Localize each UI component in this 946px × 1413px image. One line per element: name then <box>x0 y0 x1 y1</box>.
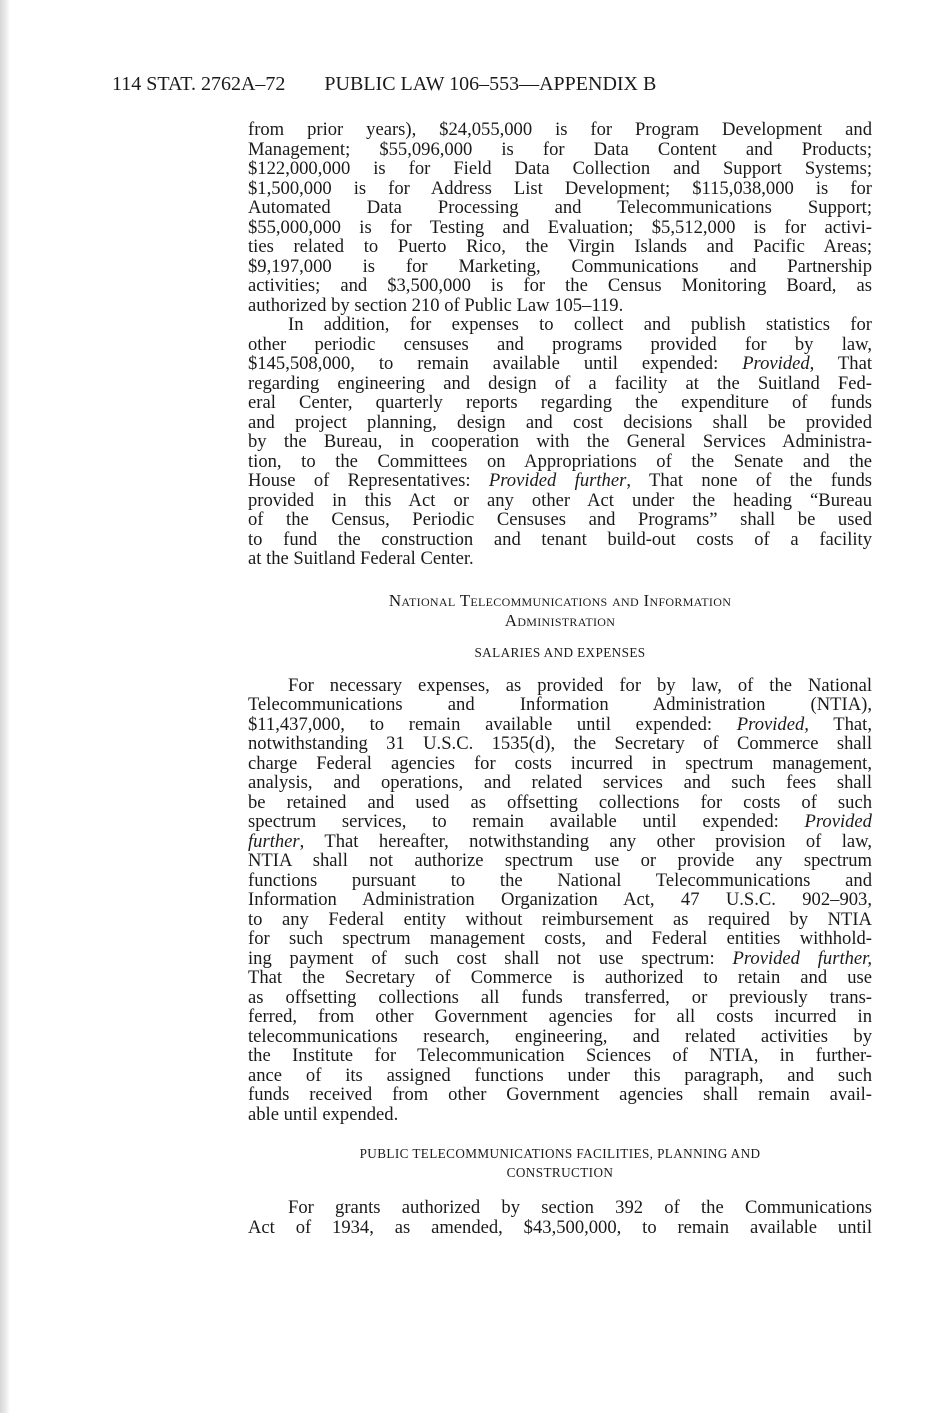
text-line: telecommunications research, engineering, and related activities by <box>248 1025 872 1047</box>
scan-edge-shadow <box>0 0 10 1413</box>
text-segment: , That hereafter, notwithstanding any other provision of law, <box>299 830 872 852</box>
text-segment: , That none of the funds <box>626 470 873 491</box>
text-line: $122,000,000 is for Field Data Collection and Support Systems; <box>248 158 872 179</box>
text-line: For necessary expenses, as provided for by law, of the National <box>288 674 872 696</box>
text-line <box>248 832 872 852</box>
text-line: ties related to Puerto Rico, the Virgin Islands and Pacific Areas; <box>248 236 872 257</box>
subheading-salaries-and-expenses: SALARIES AND EXPENSES <box>474 644 646 660</box>
text-line: Automated Data Processing and Telecommunications Support; <box>248 197 872 218</box>
page-header <box>112 72 872 96</box>
text-line: tion, to the Committees on Appropriations of the Senate and the <box>248 450 872 472</box>
text-line: by the Bureau, in cooperation with the General Services Administra- <box>248 431 872 452</box>
text-line: to fund the construction and tenant build-out costs of a facility <box>248 528 872 550</box>
italic-provided-further: Provided further <box>488 470 627 491</box>
text-line <box>248 471 872 491</box>
italic-provided: Provided, <box>736 713 809 735</box>
heading-line: National Telecommunications and Information <box>388 590 732 610</box>
text-line <box>248 812 872 832</box>
text-line: the Institute for Telecommunication Sciences of NTIA, in further- <box>248 1045 872 1066</box>
paragraph-ntia-salaries <box>248 676 872 1125</box>
text-line: In addition, for expenses to collect and publish statistics for <box>288 314 872 335</box>
subheading-public-telecommunications-facilities <box>248 1144 872 1182</box>
text-line <box>248 354 872 374</box>
italic-provided: Provided <box>804 811 872 832</box>
text-line: activities; and $3,500,000 is for the Census Monitoring Board, as <box>248 275 872 296</box>
text-line: from prior years), $24,055,000 is for Program Development and <box>248 119 872 140</box>
header-law-title: PUBLIC LAW 106–553—APPENDIX B <box>324 73 657 95</box>
text-line: Information Administration Organization Act, 47 U.S.C. 902–903, <box>248 889 872 910</box>
text-line: at the Suitland Federal Center. <box>248 548 474 569</box>
text-line: Management; $55,096,000 is for Data Content and Products; <box>248 138 872 160</box>
text-line: to any Federal entity without reimbursement as required by NTIA <box>248 908 872 930</box>
text-line: $9,197,000 is for Marketing, Communications and Partnership <box>248 255 872 277</box>
text-line: for such spectrum management costs, and Federal entities withhold- <box>248 928 872 949</box>
text-line: funds received from other Government agencies shall remain avail- <box>248 1084 872 1105</box>
text-segment: That, <box>808 713 873 735</box>
text-line <box>248 949 872 969</box>
text-line: Telecommunications and Information Administration (NTIA), <box>248 694 872 715</box>
text-segment: House of Representatives: <box>248 470 471 491</box>
text-segment: $11,437,000, to remain available until expended: <box>248 713 713 735</box>
paragraph-periodic-censuses <box>248 315 872 569</box>
text-line: of the Census, Periodic Censuses and Programs” shall be used <box>248 509 872 530</box>
text-line: and project planning, design and cost decisions shall be provided <box>248 411 872 433</box>
heading-line: CONSTRUCTION <box>506 1165 614 1180</box>
text-line: analysis, and operations, and related services and such fees shall <box>248 772 872 793</box>
text-segment: ing payment of such cost shall not use spectrum: <box>248 947 715 969</box>
text-line: $1,500,000 is for Address List Development; $115,038,000 is for <box>248 177 872 199</box>
text-line: able until expended. <box>248 1103 399 1125</box>
text-line: authorized by section 210 of Public Law 105–119. <box>248 294 624 316</box>
text-line: That the Secretary of Commerce is authorized to retain and use <box>248 967 872 988</box>
text-segment: $145,508,000, to remain available until expended: <box>248 353 719 374</box>
text-line: charge Federal agencies for costs incurred in spectrum management, <box>248 752 872 774</box>
text-line: be retained and used as offsetting collections for costs of such <box>248 791 872 813</box>
text-line: other periodic censuses and programs provided for by law, <box>248 333 872 355</box>
heading-line: Administration <box>504 610 616 630</box>
text-line: ance of its assigned functions under this paragraph, and such <box>248 1064 872 1086</box>
text-line: functions pursuant to the National Telecommunications and <box>248 869 872 891</box>
paragraph-census-allocations <box>248 120 872 315</box>
text-line: eral Center, quarterly reports regarding the expenditure of funds <box>248 392 872 413</box>
text-line: Act of 1934, as amended, $43,500,000, to remain available until <box>248 1216 872 1238</box>
text-line: $55,000,000 is for Testing and Evaluation; $5,512,000 is for activi- <box>248 216 872 238</box>
heading-line: PUBLIC TELECOMMUNICATIONS FACILITIES, PLANNING AND <box>359 1146 761 1161</box>
text-line: regarding engineering and design of a facility at the Suitland Fed- <box>248 372 872 394</box>
text-line: ferred, from other Government agencies for all costs incurred in <box>248 1006 872 1027</box>
italic-provided-further: Provided further, <box>732 947 873 969</box>
text-line <box>248 715 872 735</box>
text-line: provided in this Act or any other Act under the heading “Bureau <box>248 489 872 511</box>
italic-provided: Provided <box>742 353 810 374</box>
text-segment: , That <box>809 353 872 374</box>
header-statute-citation: 114 STAT. 2762A–72 <box>112 73 286 95</box>
text-line: For grants authorized by section 392 of the Communications <box>288 1197 872 1218</box>
text-line: as offsetting collections all funds transferred, or previously trans- <box>248 986 872 1008</box>
text-segment: spectrum services, to remain available until expended: <box>248 811 779 832</box>
italic-further: further <box>248 830 300 852</box>
paragraph-ptfp-grants <box>248 1198 872 1237</box>
document-body <box>248 120 872 1237</box>
text-line: notwithstanding 31 U.S.C. 1535(d), the Secretary of Commerce shall <box>248 733 872 754</box>
text-line: NTIA shall not authorize spectrum use or provide any spectrum <box>248 850 872 871</box>
section-heading-ntia <box>248 591 872 631</box>
